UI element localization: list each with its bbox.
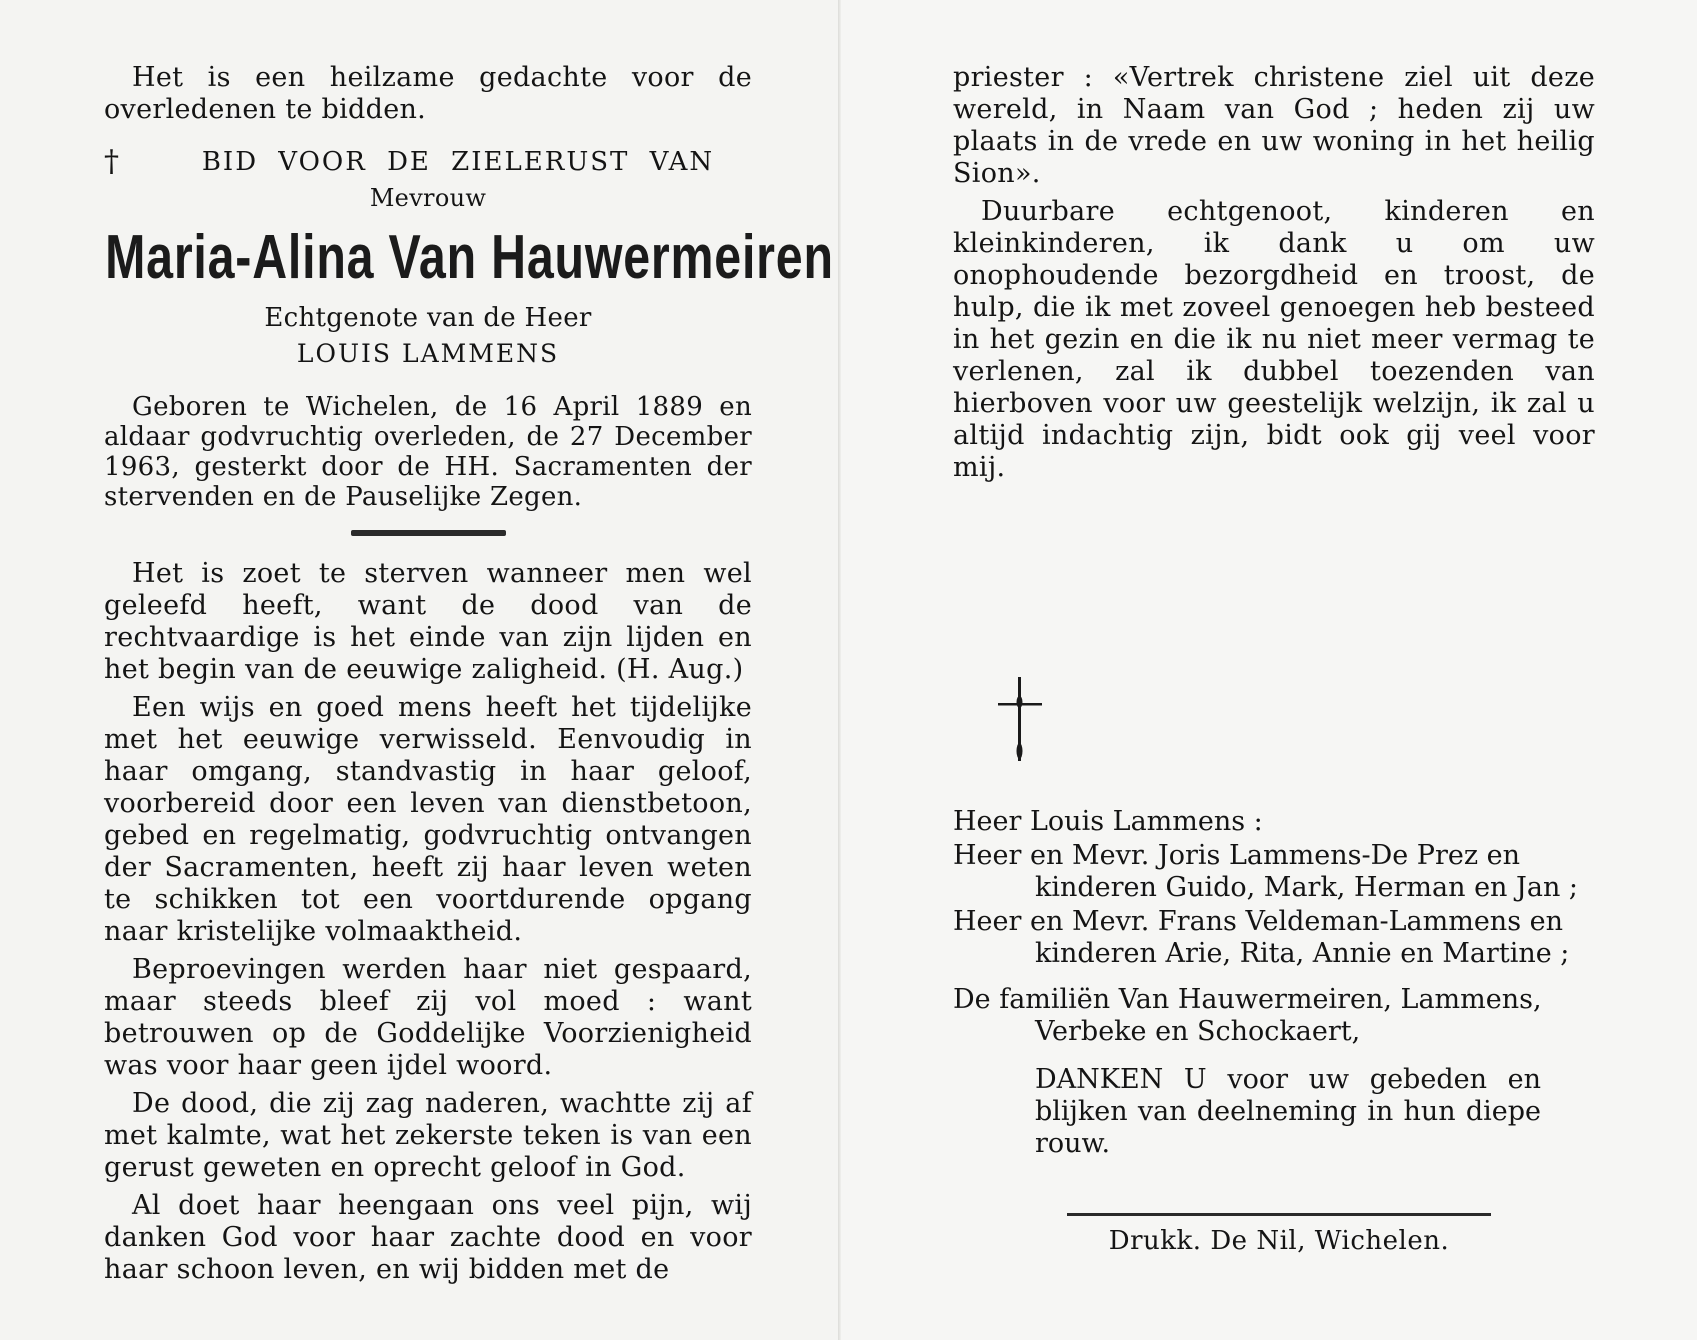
family-names-cont: Verbeke en Schockaert, xyxy=(1035,1016,1361,1047)
right-paragraph-2: Duurbare echtgenoot, kinderen en kleinkinderen, ik dank u om uw onophoudende bezorgdheid en troost, de hulp, die ik met zoveel genoegen heb besteed in het gezin en die ik nu niet meer vermag te verlenen, zal ik dubbel toezenden van hierboven voor uw geestelijk welzijn, ik zal u altijd indachtig zijn, bidt ook gij veel voor mij. xyxy=(953,196,1595,483)
divider-rule xyxy=(351,530,506,536)
dagger-icon: † xyxy=(104,144,121,179)
paragraph-2: Een wijs en goed mens heeft het tijdelijke met het eeuwige verwisseld. Eenvoudig in haar omgang, standvastig in haar geloof, voorbereid door een leven van dienstbetoon, gebed en regelmatig, godvruchtig ontvangen der Sacramenten, heeft zij haar leven weten te schikken tot een voortdurende opgang naar kristelijke volmaaktheid. xyxy=(104,692,752,947)
family-names: De familiën Van Hauwermeiren, Lammens, xyxy=(953,984,1542,1015)
deceased-name: Maria-Alina Van Hauwermeiren xyxy=(105,223,834,292)
printer-credit: Drukk. De Nil, Wichelen. xyxy=(1108,1226,1450,1256)
thanks-text: DANKEN U voor uw gebeden en blijken van deelneming in hun diepe rouw. xyxy=(1035,1064,1541,1159)
left-column xyxy=(104,62,834,1286)
prayer-heading-row xyxy=(104,146,752,178)
paragraph-5: Al doet haar heengaan ons veel pijn, wij danken God voor haar zachte dood en voor haar schoon leven, en wij bidden met de xyxy=(104,1190,752,1285)
family-list xyxy=(953,806,1603,1160)
paragraph-3: Beproevingen werden haar niet gespaard, maar steeds bleef zij vol moed : want betrouwen op de Goddelijke Voorzienigheid was voor haar geen ijdel woord. xyxy=(104,954,752,1081)
family-child-1: Heer en Mevr. Joris Lammens-De Prez en xyxy=(953,840,1520,871)
printer-rule xyxy=(1067,1213,1491,1216)
family-child-1-kids: kinderen Guido, Mark, Herman en Jan ; xyxy=(1035,872,1579,903)
family-spouse: Heer Louis Lammens : xyxy=(953,806,1263,837)
spouse-label: Echtgenote van de Heer xyxy=(264,303,592,333)
paragraph-1: Het is zoet te sterven wanneer men wel geleefd heeft, want de dood van de rechtvaardige is het einde van zijn lijden en het begin van de eeuwige zaligheid. (H. Aug.) xyxy=(104,558,752,685)
paragraph-4: De dood, die zij zag naderen, wachtte zij af met kalmte, wat het zekerste teken is van een gerust geweten en oprecht geloof in God. xyxy=(104,1088,752,1183)
right-column xyxy=(953,62,1595,484)
left-page xyxy=(0,0,841,1340)
birth-death-text: Geboren te Wichelen, de 16 April 1889 en aldaar godvruchtig overleden, de 27 December 1963, gesterkt door de HH. Sacramenten der stervenden en de Pauselijke Zegen. xyxy=(104,392,752,512)
title-prefix: Mevrouw xyxy=(369,184,487,212)
family-child-2-kids: kinderen Arie, Rita, Annie en Martine ; xyxy=(1035,938,1570,969)
cross-icon xyxy=(990,675,1050,765)
prayer-heading: BID VOOR DE ZIELERUST VAN xyxy=(201,147,715,177)
spouse-name: LOUIS LAMMENS xyxy=(296,339,560,368)
opening-text: Het is een heilzame gedachte voor de overledenen te bidden. xyxy=(104,62,752,125)
right-paragraph-1: priester : «Vertrek christene ziel uit deze wereld, in Naam van God ; heden zij uw plaats in de vrede en uw woning in het heilig Sion». xyxy=(953,62,1595,189)
family-child-2: Heer en Mevr. Frans Veldeman-Lammens en xyxy=(953,906,1564,937)
